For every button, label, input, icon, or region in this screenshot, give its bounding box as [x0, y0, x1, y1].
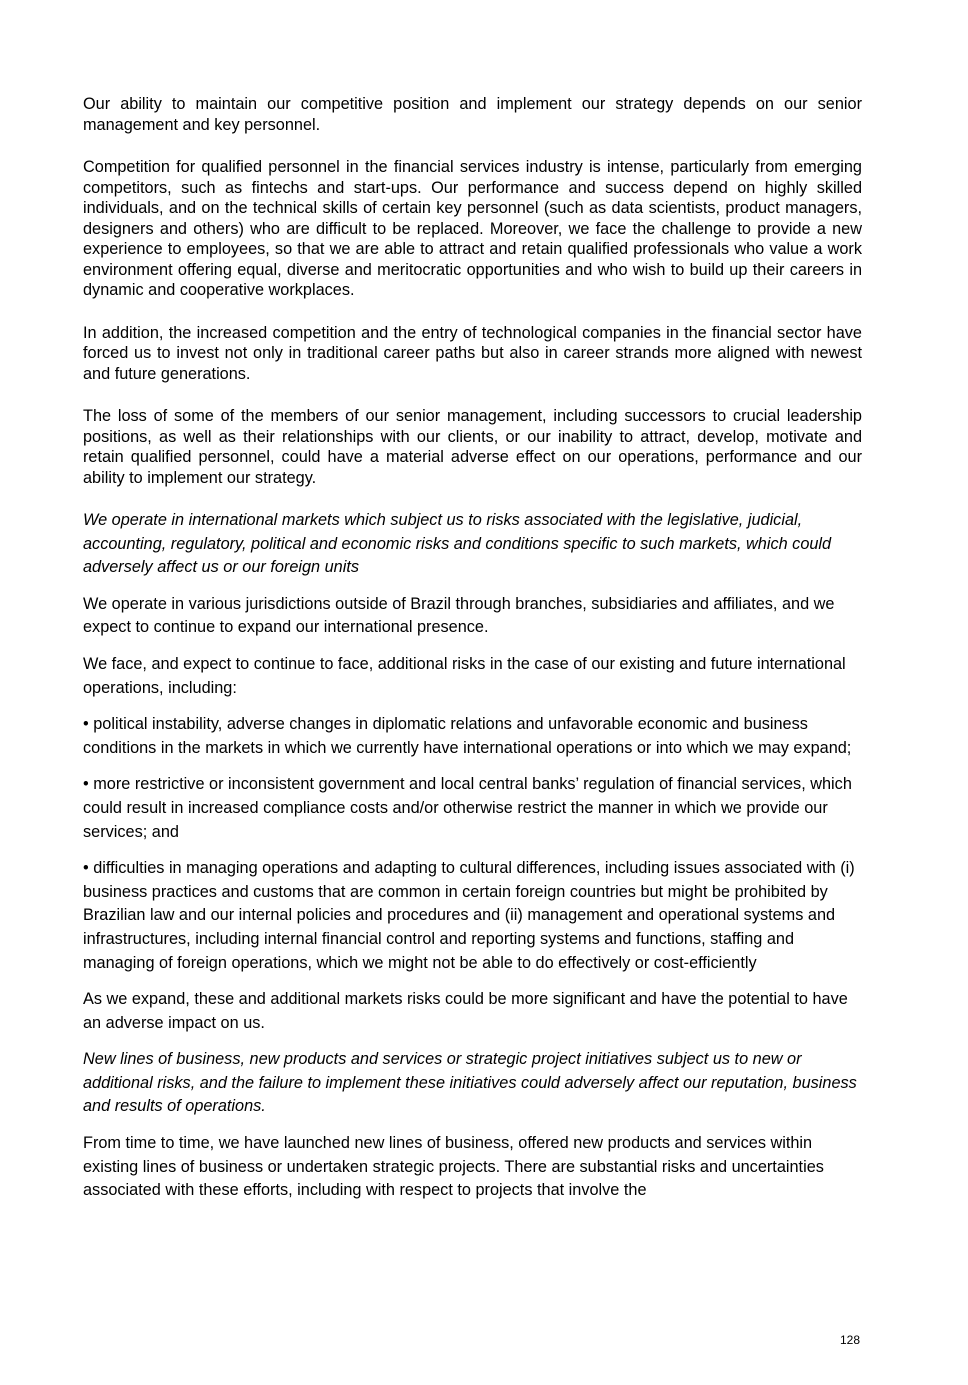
paragraph-new-lines-of-business: From time to time, we have launched new lines of business, offered new products and services within existing lines of business or undertaken strategic projects. There are substantial risks and uncertainties associated with these efforts, including with respect to projects that involve the	[83, 1134, 824, 1200]
paragraph-additional-risks: We face, and expect to continue to face, additional risks in the case of our existing and future international operations, including:	[83, 654, 846, 697]
paragraph-personnel-intro: Our ability to maintain our competitive position and implement our strategy depends on our senior management and key personnel.	[83, 95, 862, 134]
paragraph-jurisdictions: We operate in various jurisdictions outside of Brazil through branches, subsidiaries and affiliates, and we expect to continue to expand our international presence.	[83, 594, 835, 637]
paragraph-expansion-risks: As we expand, these and additional markets risks could be more significant and have the potential to have an adverse impact on us.	[83, 990, 848, 1032]
bullet-restrictive-regulation: • more restrictive or inconsistent government and local central banks’ regulation of financial services, which could result in increased compliance costs and/or otherwise restrict the manner in which we provide our services; and	[83, 775, 852, 841]
heading-international-markets-risk: We operate in international markets which subject us to risks associated with the legislative, judicial, accounting, regulatory, political and economic risks and conditions specific to such markets, which could adversely affect us or our foreign units	[83, 511, 832, 577]
paragraph-competition-personnel: Competition for qualified personnel in the financial services industry is intense, particularly from emerging competitors, such as fintechs and start-ups. Our performance and success depend on highly skilled individuals, and on the technical skills of certain key personnel (such as data scientists, product managers, designers and others) who are difficult to be replaced. Moreover, we face the challenge to provide a new experience to employees, so that we are able to attract and retain qualified professionals who value a work environment offering equal, diverse and meritocratic opportunities and who wish to build up their careers in dynamic and cooperative workplaces.	[83, 158, 862, 299]
heading-new-lines-of-business-risk: New lines of business, new products and services or strategic project initiatives subject us to new or additional risks, and the failure to implement these initiatives could adversely affect our reputation, business and results of operations.	[83, 1050, 857, 1116]
bullet-political-instability: • political instability, adverse changes in diplomatic relations and unfavorable economic and business conditions in the markets in which we currently have international operations or into which we may expand;	[83, 715, 852, 757]
document-body	[83, 94, 862, 1216]
paragraph-career-paths: In addition, the increased competition and the entry of technological companies in the financial sector have forced us to invest not only in traditional career paths but also in career strands more aligned with newest and future generations.	[83, 323, 862, 383]
bullet-cultural-differences: • difficulties in managing operations and adapting to cultural differences, including issues associated with (i) business practices and customs that are common in certain foreign countries but might be prohibited by Brazilian law and our internal policies and procedures and (ii) management and operational systems and infrastructures, including internal financial control and reporting systems and functions, staffing and managing of foreign operations, which we might not be able to do effectively or cost-efficiently	[83, 859, 855, 972]
paragraph-loss-of-management: The loss of some of the members of our senior management, including successors to crucial leadership positions, as well as their relationships with our clients, or our inability to attract, develop, motivate and retain qualified personnel, could have a material adverse effect on our operations, performance and our ability to implement our strategy.	[83, 407, 862, 487]
page-number: 128	[839, 1333, 860, 1347]
